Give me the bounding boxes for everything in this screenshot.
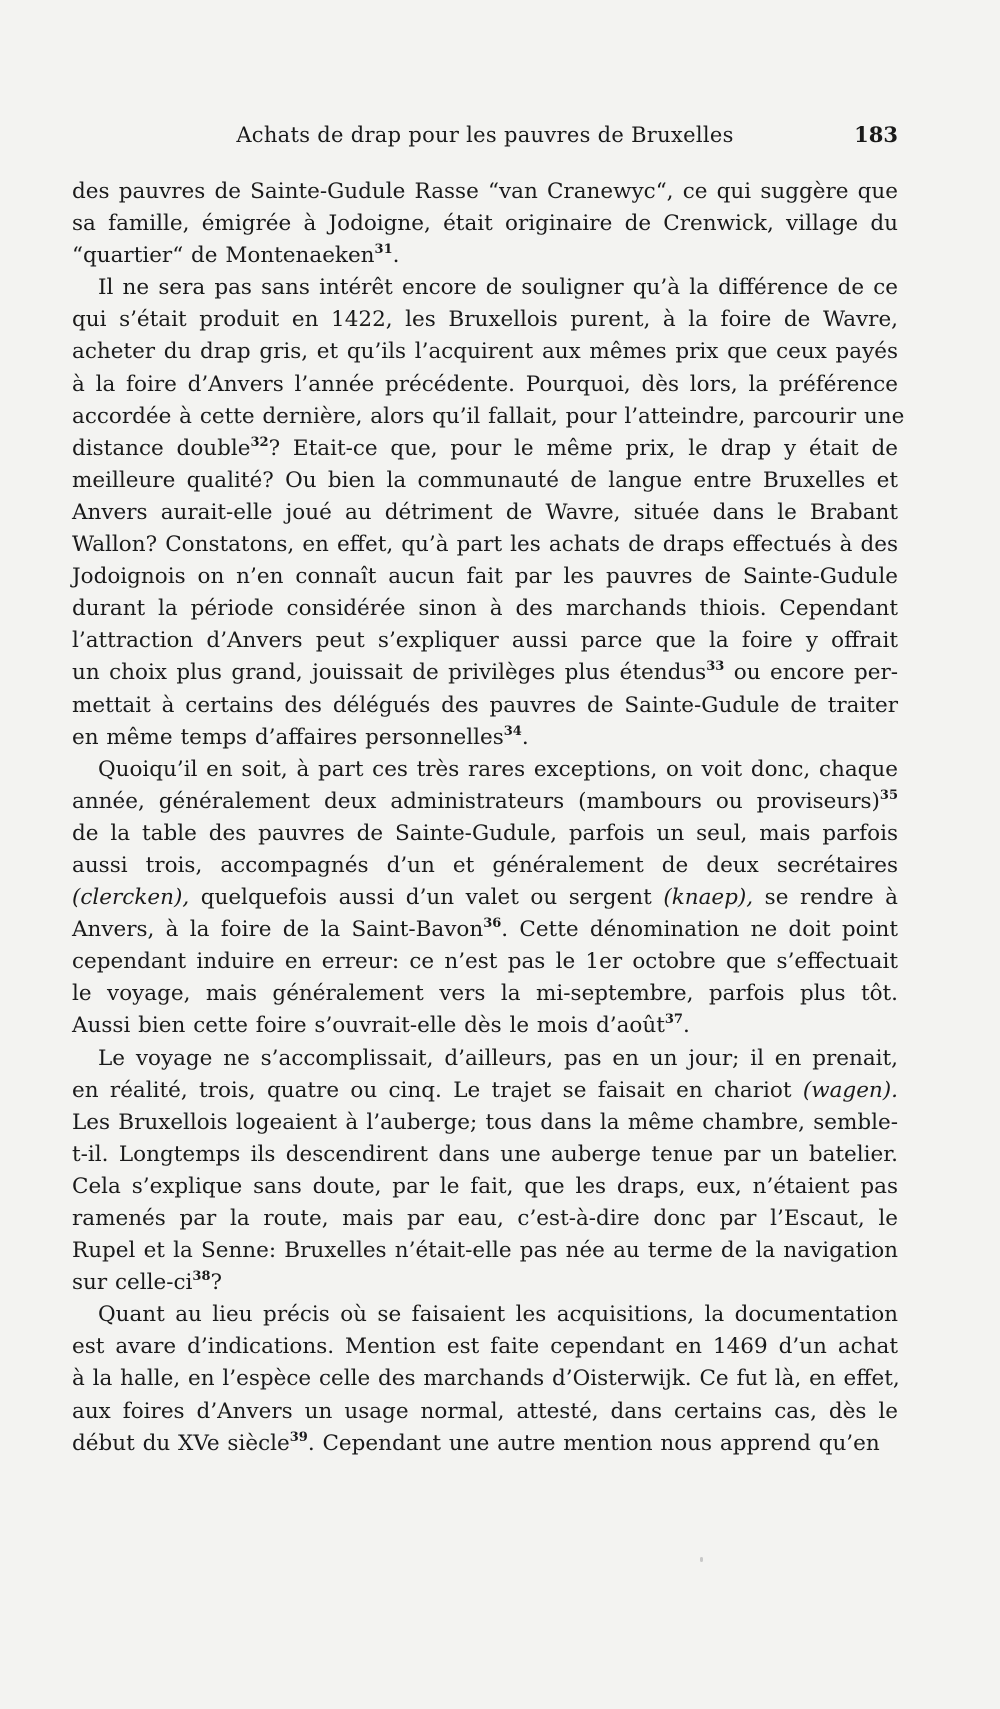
- text-line: [72, 1139, 898, 1171]
- text-line: [72, 690, 898, 722]
- line-text: Wallon? Constatons, en effet, qu’à part les achats de draps effectués à des: [72, 532, 898, 558]
- line-text: acheter du drap gris, et qu’ils l’acquirent aux mêmes prix que ceux payés: [72, 339, 898, 365]
- text-line: [72, 1235, 898, 1267]
- line-text: .: [521, 724, 529, 750]
- text-line: [72, 240, 898, 272]
- text-line: [72, 561, 898, 593]
- line-text: . Cependant une autre mention nous apprend qu’en: [307, 1430, 880, 1456]
- line-text: .: [682, 1013, 690, 1039]
- footnote-ref[interactable]: 34: [503, 723, 522, 739]
- text-line: [72, 1107, 898, 1139]
- footnote-ref[interactable]: 38: [192, 1269, 211, 1285]
- footnote-ref[interactable]: 39: [289, 1429, 308, 1445]
- line-text: distance double: [72, 435, 251, 461]
- footnote-ref[interactable]: 36: [483, 916, 502, 932]
- line-text: Anvers aurait-elle joué au détriment de Wavre, située dans le Brabant: [72, 499, 898, 525]
- text-line: [72, 1075, 898, 1107]
- text-line: [72, 176, 898, 208]
- footnote-ref[interactable]: 37: [664, 1012, 683, 1028]
- text-line: [72, 818, 898, 850]
- line-text: accordée à cette dernière, alors qu’il fallait, pour l’atteindre, parcourir une: [72, 403, 905, 429]
- footnote-ref[interactable]: 31: [374, 242, 393, 258]
- text-line: [72, 946, 898, 978]
- text-line: [72, 1331, 898, 1363]
- line-text: durant la période considérée sinon à des marchands thiois. Cependant: [72, 596, 898, 622]
- text-line: [72, 914, 898, 946]
- line-text: mettait à certains des délégués des pauvres de Sainte-Gudule de traiter: [72, 692, 898, 718]
- text-line: [72, 369, 898, 401]
- text-line: [72, 1428, 898, 1460]
- text-line: [72, 1171, 898, 1203]
- text-line: [72, 850, 898, 882]
- line-text: début du XVe siècle: [72, 1430, 290, 1456]
- line-text: .: [392, 243, 400, 269]
- paragraph: [72, 1299, 898, 1459]
- line-text: t-il. Longtemps ils descendirent dans une auberge tenue par un batelier.: [72, 1141, 898, 1167]
- text-line: [72, 465, 898, 497]
- line-text: aux foires d’Anvers un usage normal, attesté, dans certains cas, dès le: [72, 1398, 898, 1424]
- body-text: [72, 176, 905, 1460]
- text-line: [72, 497, 898, 529]
- text-line: [72, 722, 898, 754]
- line-text: cependant induire en erreur: ce n’est pas le 1er octobre que s’effectuait: [72, 949, 898, 975]
- line-text: Quant au lieu précis où se faisaient les acquisitions, la documentation: [98, 1302, 898, 1328]
- line-text: en même temps d’affaires personnelles: [72, 724, 504, 750]
- line-text: de la table des pauvres de Sainte-Gudule, parfois un seul, mais parfois: [72, 820, 898, 846]
- line-text: meilleure qualité? Ou bien la communauté de langue entre Bruxelles et: [72, 467, 898, 493]
- text-line: [72, 978, 898, 1010]
- paper-speck: [700, 1557, 703, 1562]
- line-text: le voyage, mais généralement vers la mi-septembre, parfois plus tôt.: [72, 981, 898, 1007]
- text-line: [72, 1299, 898, 1331]
- line-text: Jodoignois on n’en connaît aucun fait par les pauvres de Sainte-Gudule: [72, 564, 898, 590]
- running-header-title: Achats de drap pour les pauvres de Bruxelles: [236, 123, 734, 147]
- italic-term: (knaep),: [663, 885, 754, 911]
- line-text: qui s’était produit en 1422, les Bruxellois purent, à la foire de Wavre,: [72, 307, 898, 333]
- text-line: [72, 304, 898, 336]
- text-line: [72, 593, 898, 625]
- line-text: . Cette dénomination ne doit point: [501, 917, 898, 943]
- text-line: [72, 433, 898, 465]
- text-line: [72, 529, 898, 561]
- text-line: [72, 1203, 898, 1235]
- line-text: ?: [210, 1270, 223, 1296]
- line-text: un choix plus grand, jouissait de privilèges plus étendus: [72, 660, 707, 686]
- footnote-ref[interactable]: 35: [879, 787, 898, 803]
- line-text: Cela s’explique sans doute, par le fait, que les draps, eux, n’étaient pas: [72, 1173, 898, 1199]
- line-text: quelquefois aussi d’un valet ou sergent: [189, 885, 664, 911]
- line-text: en réalité, trois, quatre ou cinq. Le trajet se faisait en chariot: [72, 1077, 803, 1103]
- line-text: à la halle, en l’espèce celle des marchands d’Oisterwijk. Ce fut là, en effet,: [72, 1366, 900, 1392]
- paragraph: [72, 176, 898, 272]
- line-text: des pauvres de Sainte-Gudule Rasse “van Cranewyc“, ce qui suggère que: [72, 179, 898, 204]
- text-line: [72, 336, 898, 368]
- paragraph: [72, 1043, 898, 1300]
- line-text: sur celle-ci: [72, 1270, 193, 1296]
- line-text: Le voyage ne s’accomplissait, d’ailleurs, pas en un jour; il en prenait,: [98, 1045, 898, 1071]
- line-text: Aussi bien cette foire s’ouvrait-elle dès le mois d’août: [72, 1013, 665, 1039]
- line-text: l’attraction d’Anvers peut s’expliquer aussi parce que la foire y offrait: [72, 628, 898, 654]
- line-text: “quartier“ de Montenaeken: [72, 243, 375, 269]
- line-text: sa famille, émigrée à Jodoigne, était originaire de Crenwick, village du: [72, 211, 898, 237]
- text-line: [72, 401, 905, 433]
- text-line: [72, 1043, 898, 1075]
- paragraph: [72, 272, 905, 753]
- footnote-ref[interactable]: 32: [250, 434, 269, 450]
- line-text: Rupel et la Senne: Bruxelles n’était-elle pas née au terme de la navigation: [72, 1238, 898, 1264]
- footnote-ref[interactable]: 33: [706, 659, 725, 675]
- paragraph: [72, 754, 898, 1043]
- text-line: [72, 754, 898, 786]
- line-text: est avare d’indications. Mention est faite cependant en 1469 d’un achat: [72, 1334, 898, 1360]
- italic-term: (wagen).: [802, 1077, 898, 1103]
- text-line: [72, 1396, 898, 1428]
- text-line: [72, 272, 898, 304]
- line-text: année, généralement deux administrateurs (mambours ou proviseurs): [72, 788, 880, 814]
- running-header: [72, 120, 898, 150]
- italic-term: (clercken),: [72, 885, 190, 911]
- line-text: ramenés par la route, mais par eau, c’est-à-dire donc par l’Escaut, le: [72, 1206, 898, 1231]
- text-line: [72, 1010, 898, 1042]
- line-text: Les Bruxellois logeaient à l’auberge; tous dans la même chambre, semble-: [72, 1109, 898, 1135]
- text-line: [72, 786, 898, 818]
- line-text: aussi trois, accompagnés d’un et généralement de deux secrétaires: [72, 852, 898, 878]
- text-line: [72, 657, 898, 689]
- text-line: [72, 208, 898, 240]
- line-text: Anvers, à la foire de la Saint-Bavon: [72, 917, 484, 943]
- page-number: 183: [854, 122, 898, 147]
- text-line: [72, 882, 898, 914]
- text-line: [72, 1363, 898, 1395]
- text-line: [72, 1267, 898, 1299]
- line-text: ? Etait-ce que, pour le même prix, le drap y était de: [268, 435, 898, 461]
- line-text: Il ne sera pas sans intérêt encore de souligner qu’à la différence de ce: [98, 275, 898, 301]
- line-text: à la foire d’Anvers l’année précédente. Pourquoi, dès lors, la préférence: [72, 371, 898, 397]
- line-text: Quoiqu’il en soit, à part ces très rares exceptions, on voit donc, chaque: [98, 756, 898, 782]
- line-text: se rendre à: [753, 885, 898, 911]
- text-line: [72, 625, 898, 657]
- line-text: ou encore per-: [724, 660, 898, 686]
